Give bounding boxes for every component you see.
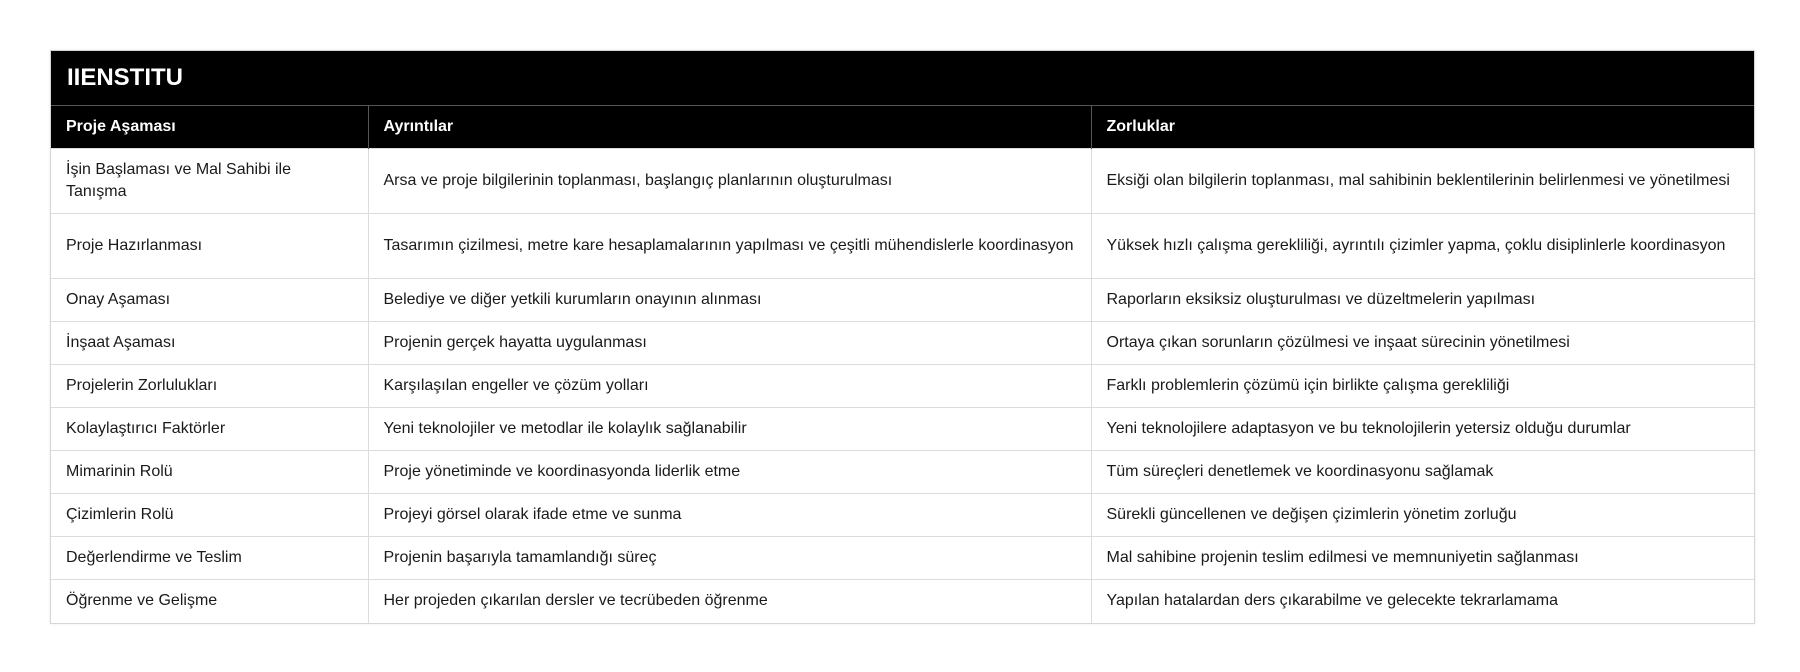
cell-details: Belediye ve diğer yetkili kurumların onayının alınması <box>368 279 1091 322</box>
table-row <box>51 149 1754 214</box>
table-row <box>51 451 1754 494</box>
cell-details: Yeni teknolojiler ve metodlar ile kolaylık sağlanabilir <box>368 408 1091 451</box>
cell-stage: Onay Aşaması <box>51 279 368 322</box>
cell-challenges: Ortaya çıkan sorunların çözülmesi ve inşaat sürecinin yönetilmesi <box>1091 322 1754 365</box>
table-row <box>51 494 1754 537</box>
cell-stage: Öğrenme ve Gelişme <box>51 580 368 623</box>
table-row <box>51 214 1754 279</box>
table-title: IIENSTITU <box>51 51 1754 105</box>
table-header-row <box>51 106 1754 149</box>
table-row <box>51 279 1754 322</box>
table-row <box>51 322 1754 365</box>
cell-challenges: Raporların eksiksiz oluşturulması ve düzeltmelerin yapılması <box>1091 279 1754 322</box>
cell-challenges: Farklı problemlerin çözümü için birlikte çalışma gerekliliği <box>1091 365 1754 408</box>
cell-stage: Proje Hazırlanması <box>51 214 368 279</box>
data-table <box>51 105 1754 623</box>
column-header-stage: Proje Aşaması <box>51 106 368 149</box>
cell-stage: Değerlendirme ve Teslim <box>51 537 368 580</box>
cell-details: Karşılaşılan engeller ve çözüm yolları <box>368 365 1091 408</box>
cell-details: Proje yönetiminde ve koordinasyonda liderlik etme <box>368 451 1091 494</box>
cell-details: Tasarımın çizilmesi, metre kare hesaplamalarının yapılması ve çeşitli mühendislerle koordinasyon <box>368 214 1091 279</box>
cell-challenges: Sürekli güncellenen ve değişen çizimlerin yönetim zorluğu <box>1091 494 1754 537</box>
cell-challenges: Eksiği olan bilgilerin toplanması, mal sahibinin beklentilerinin belirlenmesi ve yönetilmesi <box>1091 149 1754 214</box>
cell-challenges: Mal sahibine projenin teslim edilmesi ve memnuniyetin sağlanması <box>1091 537 1754 580</box>
cell-details: Arsa ve proje bilgilerinin toplanması, başlangıç planlarının oluşturulması <box>368 149 1091 214</box>
cell-stage: Kolaylaştırıcı Faktörler <box>51 408 368 451</box>
column-header-details: Ayrıntılar <box>368 106 1091 149</box>
cell-details: Projeyi görsel olarak ifade etme ve sunma <box>368 494 1091 537</box>
cell-details: Her projeden çıkarılan dersler ve tecrübeden öğrenme <box>368 580 1091 623</box>
data-table-container <box>50 50 1755 624</box>
table-row <box>51 408 1754 451</box>
cell-challenges: Yeni teknolojilere adaptasyon ve bu teknolojilerin yetersiz olduğu durumlar <box>1091 408 1754 451</box>
table-row <box>51 537 1754 580</box>
cell-details: Projenin başarıyla tamamlandığı süreç <box>368 537 1091 580</box>
cell-stage: Mimarinin Rolü <box>51 451 368 494</box>
table-row <box>51 365 1754 408</box>
cell-challenges: Yüksek hızlı çalışma gerekliliği, ayrıntılı çizimler yapma, çoklu disiplinlerle koordinasyon <box>1091 214 1754 279</box>
cell-details: Projenin gerçek hayatta uygulanması <box>368 322 1091 365</box>
cell-stage: Çizimlerin Rolü <box>51 494 368 537</box>
cell-stage: Projelerin Zorlulukları <box>51 365 368 408</box>
cell-stage: İnşaat Aşaması <box>51 322 368 365</box>
table-row <box>51 580 1754 623</box>
cell-stage: İşin Başlaması ve Mal Sahibi ile Tanışma <box>51 149 368 214</box>
cell-challenges: Yapılan hatalardan ders çıkarabilme ve gelecekte tekrarlamama <box>1091 580 1754 623</box>
cell-challenges: Tüm süreçleri denetlemek ve koordinasyonu sağlamak <box>1091 451 1754 494</box>
column-header-challenges: Zorluklar <box>1091 106 1754 149</box>
